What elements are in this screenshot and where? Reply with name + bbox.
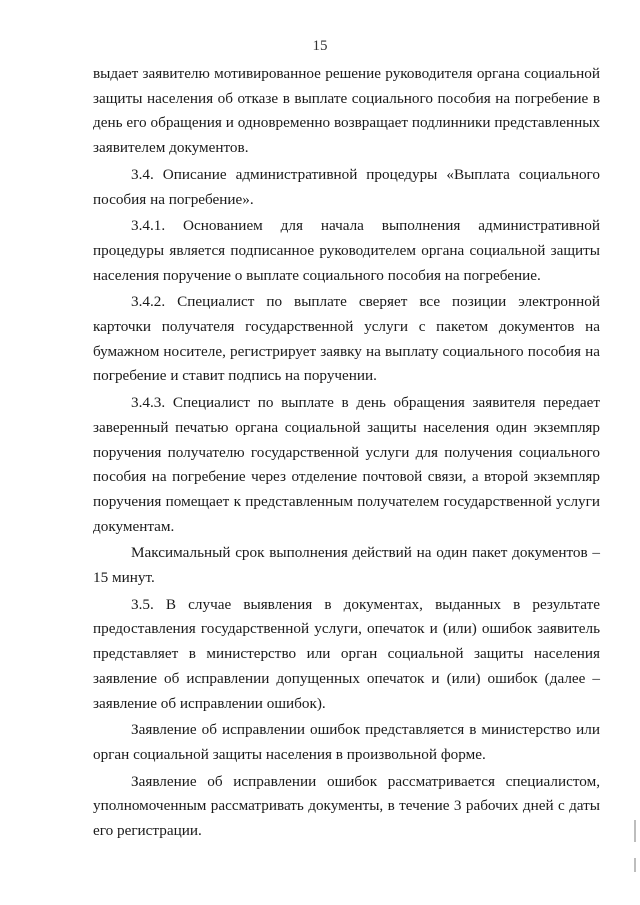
paragraph-section-3-4-1: 3.4.1. Основанием для начала выполнения административной процедуры является подписанное руководителем органа социальной защиты населения поручение о выплате социального пособия на погребение.	[93, 217, 600, 284]
paragraph-section-3-5: 3.5. В случае выявления в документах, выданных в результате предоставления государственной услуги, опечаток и (или) ошибок заявитель представляет в министерство или орган социальной защиты населения заявление об исправлении допущенных опечаток и (или) ошибок (далее – заявление об исправлении ошибок).	[93, 595, 600, 712]
paragraph-section-3-4: 3.4. Описание административной процедуры «Выплата социального пособия на погребение».	[93, 165, 600, 208]
paragraph-correction-form: Заявление об исправлении ошибок представляется в министерство или орган социальной защиты населения в произвольной форме.	[93, 721, 600, 763]
paragraph-section-3-4-3: 3.4.3. Специалист по выплате в день обращения заявителя передает заверенный печатью органа социальной защиты населения один экземпляр поручения получателю государственной услуги для получения социального пособия на погребение через отделение почтовой связи, а второй экземпляр поручения помещает к представленным получателем государственной услуги документам.	[93, 394, 600, 535]
paragraph-continuation: выдает заявителю мотивированное решение руководителя органа социальной защиты населения об отказе в выплате социального пособия на погребение в день его обращения и одновременно возвращает подлинники представленных заявителем документов.	[93, 65, 600, 157]
paragraph-max-time: Максимальный срок выполнения действий на один пакет документов – 15 минут.	[93, 544, 600, 587]
document-body	[93, 62, 600, 846]
paragraph-correction-review: Заявление об исправлении ошибок рассматривается специалистом, уполномоченным рассматривать документы, в течение 3 рабочих дней с даты его регистрации.	[93, 772, 600, 840]
page-number: 15	[312, 38, 328, 54]
paragraph-section-3-4-2: 3.4.2. Специалист по выплате сверяет все позиции электронной карточки получателя государственной услуги с пакетом документов на бумажном носителе, регистрирует заявку на выплату социального пособия на погребение и ставит подпись на поручении.	[93, 293, 600, 385]
scan-edge-mark	[634, 858, 636, 872]
scan-edge-mark	[634, 820, 636, 842]
